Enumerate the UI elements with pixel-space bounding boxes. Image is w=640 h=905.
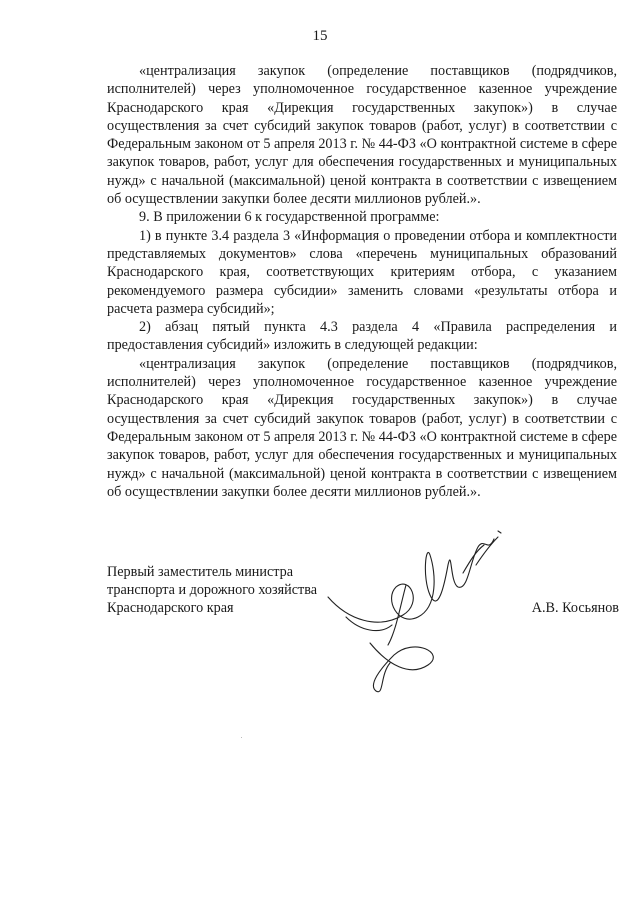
signer-title-line-3: Краснодарского края [107, 600, 234, 616]
page-number: 15 [312, 28, 328, 44]
document-body [107, 62, 617, 501]
paragraph-centralization-1: «централизация закупок (определение поставщиков (подрядчиков, исполнителей) через уполномоченное государственное казенное учреждение Краснодарского края «Дирекция государственных закупок») в случае осуществления за счет субсидий закупок товаров (работ, услуг) в соответствии с Федеральным законом от 5 апреля 2013 г. № 44-ФЗ «О контрактной системе в сфере закупок товаров, работ, услуг для обеспечения государственных и муниципальных нужд» с начальной (максимальной) ценой контракта в соответствии с извещением об осуществлении закупки более десяти миллионов рублей.». [107, 63, 617, 208]
signature-block [107, 563, 619, 617]
paragraph-subitem-1: 1) в пункте 3.4 раздела 3 «Информация о проведении отбора и комплектности представляемых документов» слова «перечень муниципальных образований Краснодарского края, соответствующих критериям отбора, с указанием рекомендуемого размера субсидии» заменить словами «результаты отбора и расчета размера субсидий»; [107, 227, 617, 317]
signer-title-line-2: транспорта и дорожного хозяйства [107, 582, 318, 598]
paragraph-centralization-2: «централизация закупок (определение поставщиков (подрядчиков, исполнителей) через уполномоченное государственное казенное учреждение Краснодарского края «Дирекция государственных закупок») в случае осуществления за счет субсидий закупок товаров (работ, услуг) в соответствии с Федеральным законом от 5 апреля 2013 г. № 44-ФЗ «О контрактной системе в сфере закупок товаров, работ, услуг для обеспечения государственных и муниципальных нужд» с начальной (максимальной) ценой контракта в соответствии с извещением об осуществлении закупки более десяти миллионов рублей.». [107, 355, 617, 500]
signer-name: А.В. Косьянов [531, 600, 619, 616]
paragraph-subitem-2: 2) абзац пятый пункта 4.3 раздела 4 «Правила распределения и предоставления субсидий» изложить в следующей редакции: [107, 319, 617, 354]
signer-title-line-1: Первый заместитель министра [107, 564, 294, 580]
paragraph-item-9: 9. В приложении 6 к государственной программе: [139, 209, 440, 226]
scan-speck [241, 737, 242, 738]
